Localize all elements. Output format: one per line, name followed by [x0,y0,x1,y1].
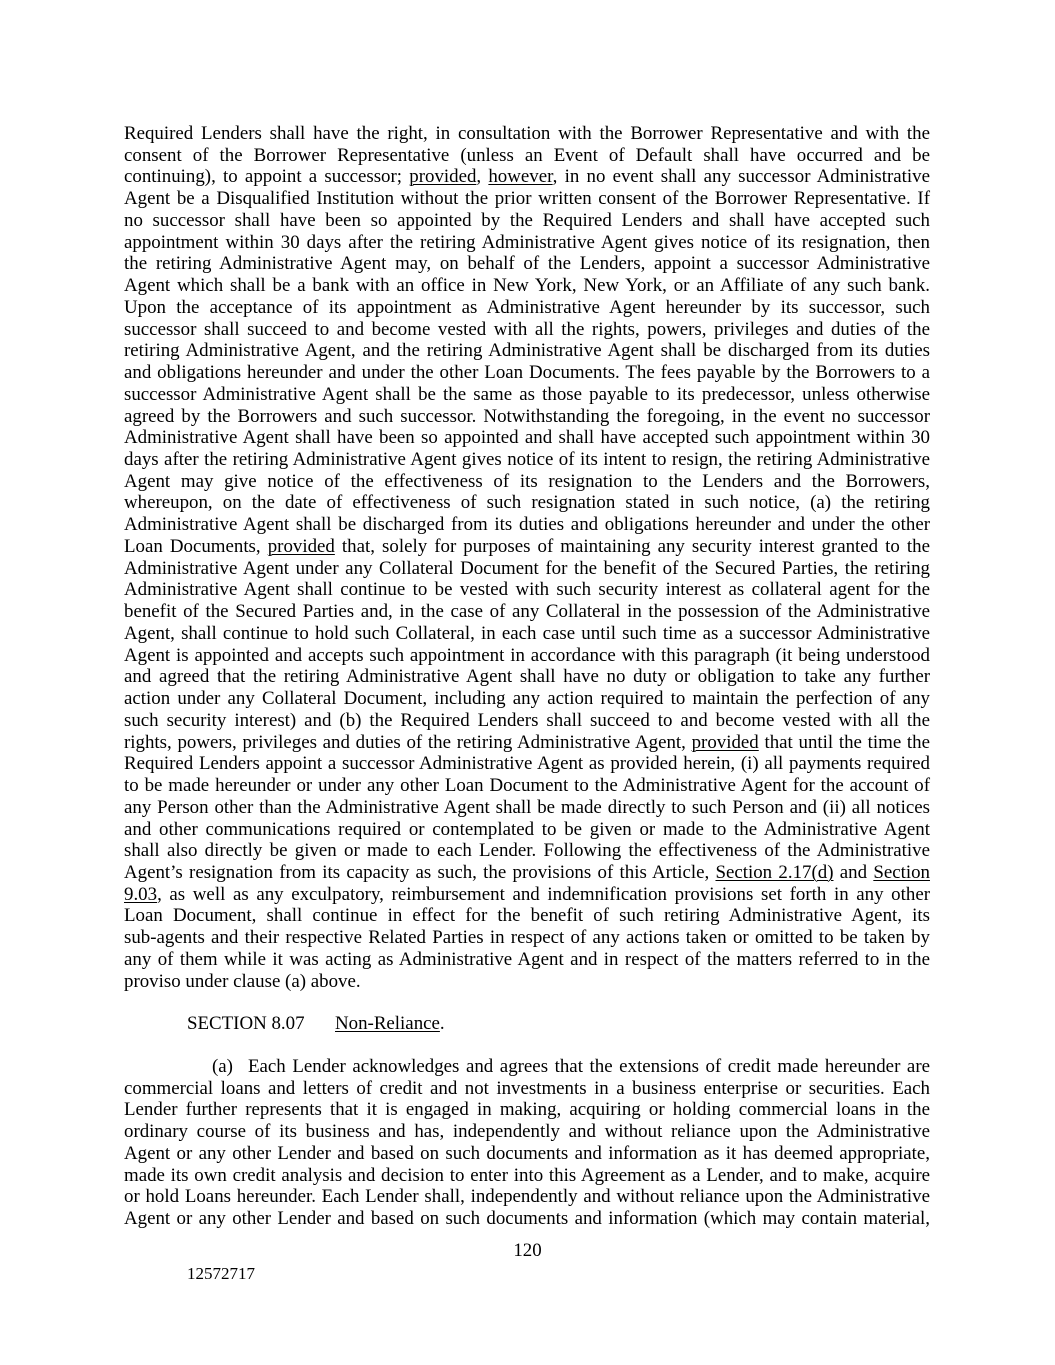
text-line [124,579,930,601]
text-run: Loan Document, shall continue in effect for the benefit of such retiring Administrative Agent, its [124,905,930,927]
text-line [124,949,930,971]
text-run: , as well as any exculpatory, reimbursement and indemnification provisions set forth in any other [157,883,930,905]
text-run: , in no event shall any successor Administrative [552,166,930,188]
text-line [124,819,930,841]
text-line [124,1186,930,1208]
text-line [124,753,930,775]
text-line [124,1099,930,1121]
text-line [124,905,930,927]
text-line [124,514,930,536]
text-run: any of them while it was acting as Administrative Agent and in respect of the matters referred to in the [124,948,930,970]
section-number: SECTION 8.07 [187,1013,305,1034]
text-run: and agreed that the retiring Administrative Agent shall have no duty or obligation to take any further [124,666,930,688]
text-run: Administrative Agent under any Collateral Document for the benefit of the Secured Parties, the retiring [124,557,930,579]
text-run: appointment within 30 days after the retiring Administrative Agent gives notice of its resignation, then [124,231,930,253]
text-run: and obligations hereunder and under the other Loan Documents. The fees payable by the Borrowers to a [124,362,930,384]
underlined-term: 9.03 [124,883,158,905]
text-run: commercial loans and letters of credit and not investments in a business enterprise or securities. Each [124,1077,930,1099]
text-line [124,449,930,471]
underlined-term: provided [691,731,759,753]
text-run: that, solely for purposes of maintaining any security interest granted to the [334,535,930,557]
underlined-term: Section [873,861,930,883]
text-line [124,427,930,449]
text-run: Loan Documents, [124,535,268,557]
text-line [124,1208,930,1230]
text-line [124,797,930,819]
text-run: Agent is appointed and accepts such appointment in accordance with this paragraph (it being understood [124,644,930,666]
text-run: that until the time the [758,731,931,753]
text-run: retiring Administrative Agent, and the retiring Administrative Agent shall be discharged from its duties [124,340,930,362]
text-line [124,840,930,862]
text-run: Agent’s resignation from its capacity as such, the provisions of this Article, [124,861,716,883]
text-run: continuing), to appoint a successor; [124,166,410,188]
text-line [124,1056,930,1078]
text-run: Agent or any other Lender and based on such documents and information as it has deemed appropriate, [124,1142,930,1164]
text-run: whereupon, on the date of effectiveness of such resignation stated in such notice, (a) the retiring [124,492,930,514]
text-run: or hold Loans hereunder. Each Lender shall, independently and without reliance upon the Administrative [124,1186,930,1208]
text-line [124,775,930,797]
text-line [124,275,930,297]
text-line [124,253,930,275]
text-run: successor shall succeed to and become vested with all the rights, powers, privileges and duties of the [124,318,930,340]
text-line [124,319,930,341]
underlined-term: Section 2.17(d) [715,861,834,883]
page-number: 120 [513,1240,542,1261]
text-run: such security interest) and (b) the Required Lenders shall succeed to and become vested with all the [124,709,930,731]
text-run: rights, powers, privileges and duties of the retiring Administrative Agent, [124,731,692,753]
section-title-text: Non-Reliance [335,1013,440,1034]
text-run: ordinary course of its business and has, independently and without reliance upon the Administrative [124,1121,930,1143]
text-line [124,406,930,428]
text-run: Required Lenders appoint a successor Administrative Agent as provided herein, (i) all payments required [124,753,930,775]
text-run: and other communications required or contemplated to be given or made to the Administrative Agent [124,818,930,840]
text-line [124,666,930,688]
text-run: Lender further represents that it is engaged in making, acquiring or holding commercial loans in the [124,1099,930,1121]
text-run: any Person other than the Administrative Agent shall be made directly to such Person and (ii) all notices [124,796,930,818]
text-line [124,645,930,667]
text-run: benefit of the Secured Parties and, in the case of any Collateral in the possession of the Administrative [124,601,930,623]
text-run: sub-agents and their respective Related Parties in respect of any actions taken or omitted to be taken by [124,927,930,949]
text-run: shall also directly be given or made to each Lender. Following the effectiveness of the Administrative [124,840,930,862]
text-line [124,1143,930,1165]
text-run: Agent or any other Lender and based on such documents and information (which may contain material, [124,1208,930,1230]
text-line [124,297,930,319]
text-run: no successor shall have been so appointed by the Required Lenders and shall have accepted such [124,209,930,231]
text-line [124,710,930,732]
section-heading [0,1013,1055,1035]
text-line [124,862,930,884]
text-line [124,1121,930,1143]
paragraph-continued [124,123,930,992]
text-run: , [476,166,489,188]
text-run: Administrative Agent shall have been so appointed and shall have accepted such appointment within 30 [124,427,930,449]
text-line [124,623,930,645]
underlined-term: however [488,166,553,188]
text-line [124,384,930,406]
text-line [124,1078,930,1100]
text-run: days after the retiring Administrative Agent gives notice of its intent to resign, the retiring Administrative [124,449,930,471]
underlined-term: provided [267,535,335,557]
text-run: to be made hereunder or under any other Loan Document to the Administrative Agent for the account of [124,775,930,797]
paragraph-a [124,1056,930,1230]
text-line [124,471,930,493]
text-line [124,232,930,254]
text-line [124,558,930,580]
text-run: proviso under clause (a) above. [124,970,361,992]
text-run: and [833,861,874,883]
text-line [124,688,930,710]
text-run: Each Lender acknowledges and agrees that the extensions of credit made hereunder are [248,1056,930,1077]
text-line [124,362,930,384]
underlined-term: provided [409,166,477,188]
text-line [124,601,930,623]
text-run: successor Administrative Agent shall be the same as those payable to its predecessor, unless otherwise [124,383,930,405]
text-run: Upon the acceptance of its appointment as Administrative Agent hereunder by its successor, such [124,296,930,318]
text-line [124,1165,930,1187]
text-run: action under any Collateral Document, including any action required to maintain the perfection of any [124,688,930,710]
section-title-punctuation: . [439,1013,445,1034]
text-run: Required Lenders shall have the right, in consultation with the Borrower Representative and with the [124,123,930,144]
text-line [124,145,930,167]
text-line [124,927,930,949]
text-run: Administrative Agent shall continue to be vested with such security interest as collateral agent for the [124,579,930,601]
section-title [335,1013,445,1035]
text-run: Agent be a Disqualified Institution without the prior written consent of the Borrower Representative. If [124,188,930,210]
text-run: the retiring Administrative Agent may, on behalf of the Lenders, appoint a successor Administrative [124,253,930,275]
paragraph-label: (a) [212,1056,233,1077]
text-run: Agent may give notice of the effectiveness of its resignation to the Lenders and the Borrowers, [124,470,930,492]
text-line [124,884,930,906]
text-line [124,971,930,993]
text-line [124,210,930,232]
text-run: Administrative Agent shall be discharged from its duties and obligations hereunder and under the other [124,514,930,536]
text-run: Agent which shall be a bank with an office in New York, New York, or an Affiliate of any such bank. [124,275,930,297]
text-run: Agent, shall continue to hold such Collateral, in each case until such time as a successor Administrative [124,622,930,644]
text-line [124,188,930,210]
text-run: agreed by the Borrowers and such successor. Notwithstanding the foregoing, in the event no successor [124,405,930,427]
text-line [124,166,930,188]
text-line [124,536,930,558]
text-run: made its own credit analysis and decision to enter into this Agreement as a Lender, and to make, acquire [124,1164,930,1186]
text-line [124,123,930,145]
text-line [124,340,930,362]
text-line [124,492,930,514]
text-line [124,732,930,754]
document-id: 12572717 [187,1264,255,1283]
text-run: consent of the Borrower Representative (unless an Event of Default shall have occurred and be [124,144,930,166]
